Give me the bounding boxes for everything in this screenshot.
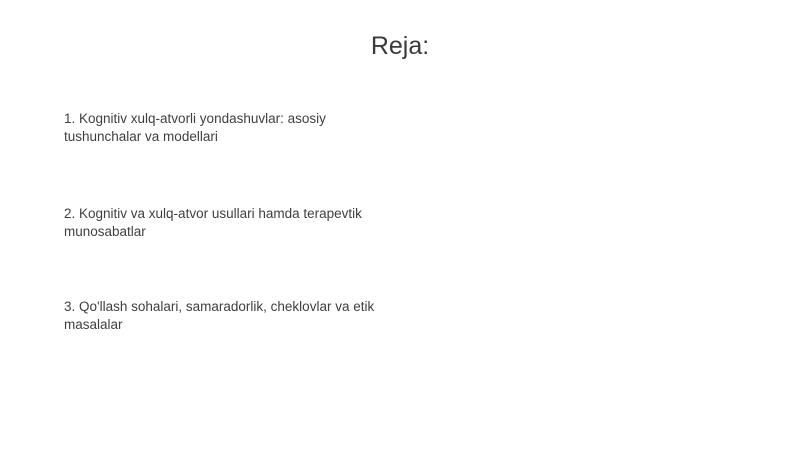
slide-title: Reja:: [370, 32, 430, 60]
agenda-item-1: 1. Kognitiv xulq-atvorli yondashuvlar: asosiy tushunchalar va modellari: [64, 111, 326, 144]
agenda-item-2: 2. Kognitiv va xulq-atvor usullari hamda terapevtik munosabatlar: [64, 206, 362, 239]
agenda-item-3: 3. Qo'llash sohalari, samaradorlik, cheklovlar va etik masalalar: [64, 299, 375, 332]
